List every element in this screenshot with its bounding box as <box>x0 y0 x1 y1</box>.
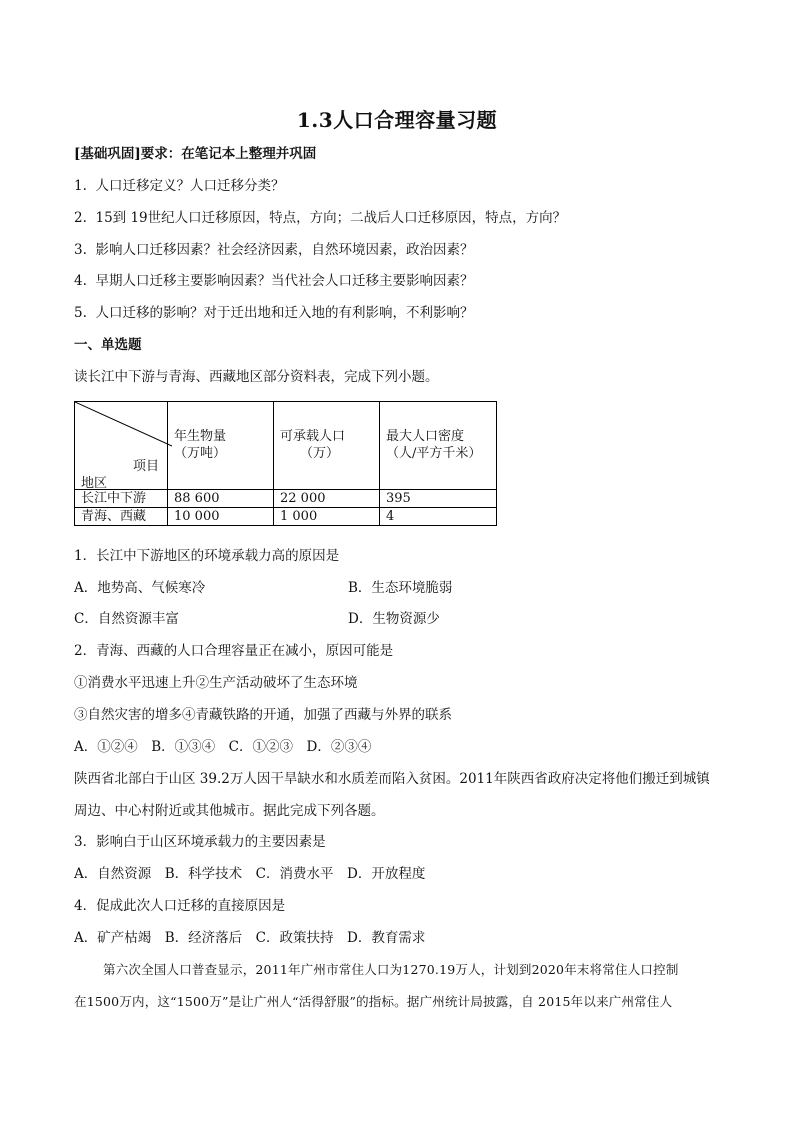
question-1-option-c: C．自然资源丰富 <box>74 611 179 627</box>
item-text: 人口迁移定义？人口迁移分类？ <box>95 178 285 194</box>
question-1-option-d: D．生物资源少 <box>348 611 440 627</box>
basic-item-1 <box>74 177 284 195</box>
table-cell: 88 600 <box>168 490 274 508</box>
table-header-capacity <box>274 402 380 490</box>
data-table <box>74 401 497 526</box>
question-3-stem: 3．影响白于山区环境承载力的主要因素是 <box>74 834 326 850</box>
table-intro: 读长江中下游与青海、西藏地区部分资料表，完成下列小题。 <box>74 369 439 385</box>
header-text: 可承载人口 <box>280 429 346 444</box>
corner-label-region: 地区 <box>81 476 108 491</box>
question-3-options: A．自然资源 B．科学技术 C．消费水平 D．开放程度 <box>74 866 426 882</box>
table-cell: 10 000 <box>168 508 274 526</box>
basic-item-3 <box>74 241 473 259</box>
header-unit: （万） <box>300 446 340 461</box>
page-title: 1.3人口合理容量习题 <box>296 108 498 132</box>
table-row <box>75 490 497 508</box>
table-cell: 4 <box>380 508 497 526</box>
item-text: 影响人口迁移因素？社会经济因素，自然环境因素，政治因素？ <box>95 242 474 258</box>
item-number: 1. <box>74 178 87 194</box>
item-text: 人口迁移的影响？对于迁出地和迁入地的有利影响，不利影响？ <box>95 305 474 321</box>
table-cell: 1 000 <box>274 508 380 526</box>
table-header-density <box>380 402 497 490</box>
basic-header: [基础巩固]要求：在笔记本上整理并巩固 <box>74 146 317 162</box>
table-cell: 22 000 <box>274 490 380 508</box>
section-heading-single-choice: 一、单选题 <box>74 337 142 353</box>
question-1-stem: 1．长江中下游地区的环境承载力高的原因是 <box>74 548 340 564</box>
table-corner-cell <box>75 402 168 490</box>
table-cell: 395 <box>380 490 497 508</box>
header-text: 年生物量 <box>174 429 227 444</box>
table-row <box>75 508 497 526</box>
basic-item-4 <box>74 272 473 290</box>
item-number: 3. <box>74 242 87 258</box>
question-1-option-a: A．地势高、气候寒冷 <box>74 580 206 596</box>
table-header-biomass <box>168 402 274 490</box>
corner-label-item: 项目 <box>132 459 159 474</box>
basic-item-2 <box>74 209 566 227</box>
item-number: 4. <box>74 273 87 289</box>
item-number: 5. <box>74 305 87 321</box>
item-text: 早期人口迁移主要影响因素？当代社会人口迁移主要影响因素？ <box>95 273 474 289</box>
passage-2-line-1: 陕西省北部白于山区 39.2万人因干旱缺水和水质差而陷入贫困。2011年陕西省政府决定将他们搬迁到城镇 <box>74 771 710 787</box>
passage-3-line-1: 第六次全国人口普查显示，2011年广州市常住人口为1270.19万人，计划到2020年末将常住人口控制 <box>103 962 679 977</box>
question-1-option-b: B．生态环境脆弱 <box>348 580 453 596</box>
passage-2-line-2: 周边、中心村附近或其他城市。据此完成下列各题。 <box>74 803 385 819</box>
question-2-stem: 2．青海、西藏的人口合理容量正在减小，原因可能是 <box>74 643 394 659</box>
basic-item-5 <box>74 304 473 322</box>
table-cell: 长江中下游 <box>75 490 168 508</box>
item-text: 15到 19世纪人口迁移原因，特点，方向；二战后人口迁移原因，特点，方向？ <box>95 210 567 226</box>
item-number: 2. <box>74 210 87 226</box>
question-2-statements-2: ③自然灾害的增多④青藏铁路的开通，加强了西藏与外界的联系 <box>74 707 452 723</box>
question-2-statements-1: ①消费水平迅速上升②生产活动破坏了生态环境 <box>74 675 358 691</box>
question-2-options: A．①②④ B．①③④ C．①②③ D．②③④ <box>74 739 372 755</box>
question-4-options: A．矿产枯竭 B．经济落后 C．政策扶持 D．教育需求 <box>74 930 426 946</box>
header-unit: （万吨） <box>174 446 227 461</box>
table-cell: 青海、西藏 <box>75 508 168 526</box>
header-text: 最大人口密度 <box>386 429 465 444</box>
passage-3-line-2: 在1500万内，这“1500万”是让广州人“活得舒服”的指标。据广州统计局披露，自 2015年以来广州常住人 <box>74 994 673 1009</box>
question-4-stem: 4．促成此次人口迁移的直接原因是 <box>74 898 286 914</box>
header-unit: （人/平方千米） <box>386 446 482 461</box>
